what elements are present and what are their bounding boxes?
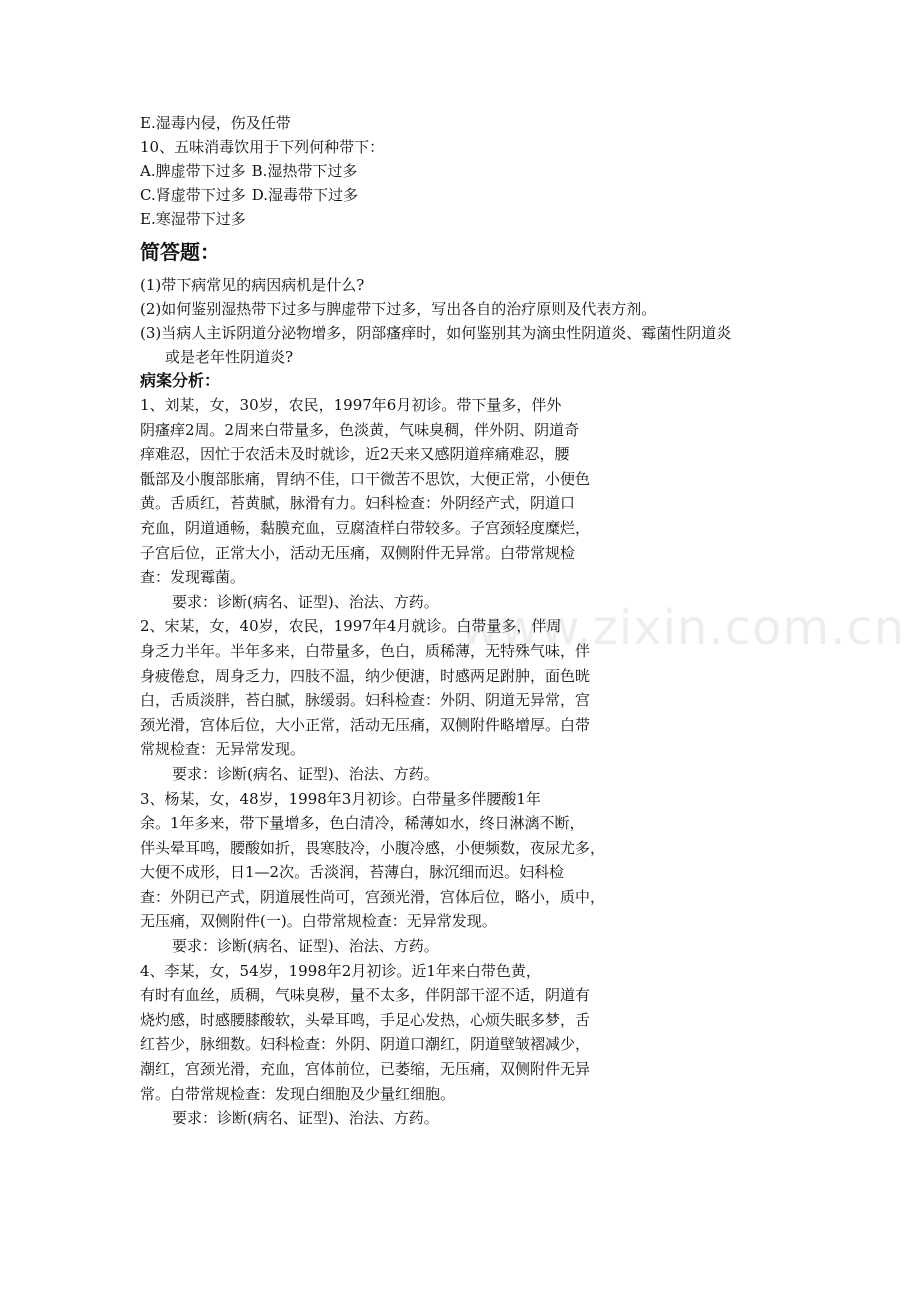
case-line: 痒难忍，因忙于农活未及时就诊，近2天来又感阴道痒痛难忍，腰	[140, 445, 570, 464]
option-b: B.湿热带下过多	[251, 162, 358, 180]
case-line: 红苔少，脉细数。妇科检查：外阴、阴道口潮红，阴道壁皱褶减少，	[140, 1035, 591, 1054]
short-answer-q2: (2)如何鉴别湿热带下过多与脾虚带下过多，写出各自的治疗原则及代表方剂。	[140, 300, 657, 318]
question-10-stem: 10、五味消毒饮用于下列何种带下：	[140, 138, 385, 156]
case-line: 查：外阴已产式，阴道展性尚可，宫颈光滑，宫体后位，略小，质中，	[140, 887, 606, 906]
option-d: D.湿毒带下过多	[251, 186, 358, 204]
case-line: 身乏力半年。半年多来，白带量多，色白，质稀薄，无特殊气味，伴	[140, 641, 591, 660]
case-analysis-heading: 病案分析：	[140, 371, 221, 390]
option-c: C.肾虚带下过多	[140, 186, 246, 204]
question-10-options-cd	[140, 183, 800, 207]
case-line: 4、李某，女，54岁，1998年2月初诊。近1年来白带色黄，	[140, 961, 541, 980]
case-line: 1、刘某，女，30岁，农民，1997年6月初诊。带下量多，伴外	[140, 396, 562, 414]
case-line: 烧灼感，时感腰膝酸软，头晕耳鸣，手足心发热，心烦失眠多梦，舌	[140, 1010, 591, 1029]
case-4	[140, 959, 800, 1131]
case-requirement: 要求：诊断(病名、证型)、治法、方药。	[172, 937, 439, 956]
option-e: E.寒湿带下过多	[140, 210, 246, 228]
case-line: 阴瘙痒2周。2周来白带量多，色淡黄，气味臭稠，伴外阴、阴道奇	[140, 420, 580, 439]
case-line: 黄。舌质红，苔黄腻，脉滑有力。妇科检查：外阴经产式，阴道口	[140, 494, 576, 513]
option-e-previous: E.湿毒内侵，伤及任带	[140, 114, 291, 132]
case-line: 2、宋某，女，40岁，农民，1997年4月就诊。白带量多，伴周	[140, 617, 562, 636]
case-line: 身疲倦怠，周身乏力，四肢不温，纳少便溏，时感两足跗肿，面色晄	[140, 666, 591, 685]
case-2	[140, 614, 800, 786]
short-answer-q3: (3)当病人主诉阴道分泌物增多，阴部瘙痒时，如何鉴别其为滴虫性阴道炎、霉菌性阴道炎	[140, 324, 732, 342]
case-line: 常。白带常规检查：发现白细胞及少量红细胞。	[140, 1084, 456, 1103]
case-line: 伴头晕耳鸣，腰酸如折，畏寒肢冷，小腹冷感，小便频数，夜尿尤多，	[140, 838, 606, 857]
case-line: 白，舌质淡胖，苔白腻，脉缓弱。妇科检查：外阴、阴道无异常，宫	[140, 691, 591, 710]
case-line: 骶部及小腹部胀痛，胃纳不佳，口干微苦不思饮，大便正常，小便色	[140, 469, 591, 488]
short-answer-heading: 简答题：	[140, 240, 220, 264]
case-line: 子宫后位，正常大小，活动无压痛，双侧附件无异常。白带常规检	[140, 543, 576, 562]
short-answer-q3-continued: 或是老年性阴道炎?	[165, 348, 294, 366]
option-a: A.脾虚带下过多	[140, 162, 246, 180]
case-requirement: 要求：诊断(病名、证型)、治法、方药。	[172, 1109, 439, 1128]
short-answer-q1: (1)带下病常见的病因病机是什么?	[140, 276, 365, 294]
case-line: 潮红，宫颈光滑，充血，宫体前位，已萎缩，无压痛，双侧附件无异	[140, 1060, 591, 1079]
case-requirement: 要求：诊断(病名、证型)、治法、方药。	[172, 592, 439, 611]
case-1	[140, 393, 800, 614]
case-line: 无压痛，双侧附件(一)。白带常规检查：无异常发现。	[140, 912, 497, 931]
case-line: 常规检查：无异常发现。	[140, 740, 306, 759]
case-line: 大便不成形，日1—2次。舌淡润，苔薄白，脉沉细而迟。妇科检	[140, 863, 565, 882]
case-line: 3、杨某，女，48岁，1998年3月初诊。白带量多伴腰酸1年	[140, 789, 541, 808]
case-line: 余。1年多来，带下量增多，色白清冷，稀薄如水，终日淋漓不断，	[140, 814, 585, 833]
watermark: www.zixin.com.cn	[460, 600, 906, 656]
case-line: 有时有血丝，质稠，气味臭秽，量不太多，伴阴部干涩不适，阴道有	[140, 986, 591, 1005]
document-page	[140, 111, 800, 1131]
case-3	[140, 787, 800, 959]
case-requirement: 要求：诊断(病名、证型)、治法、方药。	[172, 764, 439, 783]
case-line: 颈光滑，宫体后位，大小正常，活动无压痛，双侧附件略增厚。白带	[140, 715, 591, 734]
question-10-options-ab	[140, 159, 800, 183]
case-line: 充血，阴道通畅，黏膜充血，豆腐渣样白带较多。子宫颈轻度糜烂，	[140, 518, 591, 537]
case-line: 查：发现霉菌。	[140, 568, 246, 587]
